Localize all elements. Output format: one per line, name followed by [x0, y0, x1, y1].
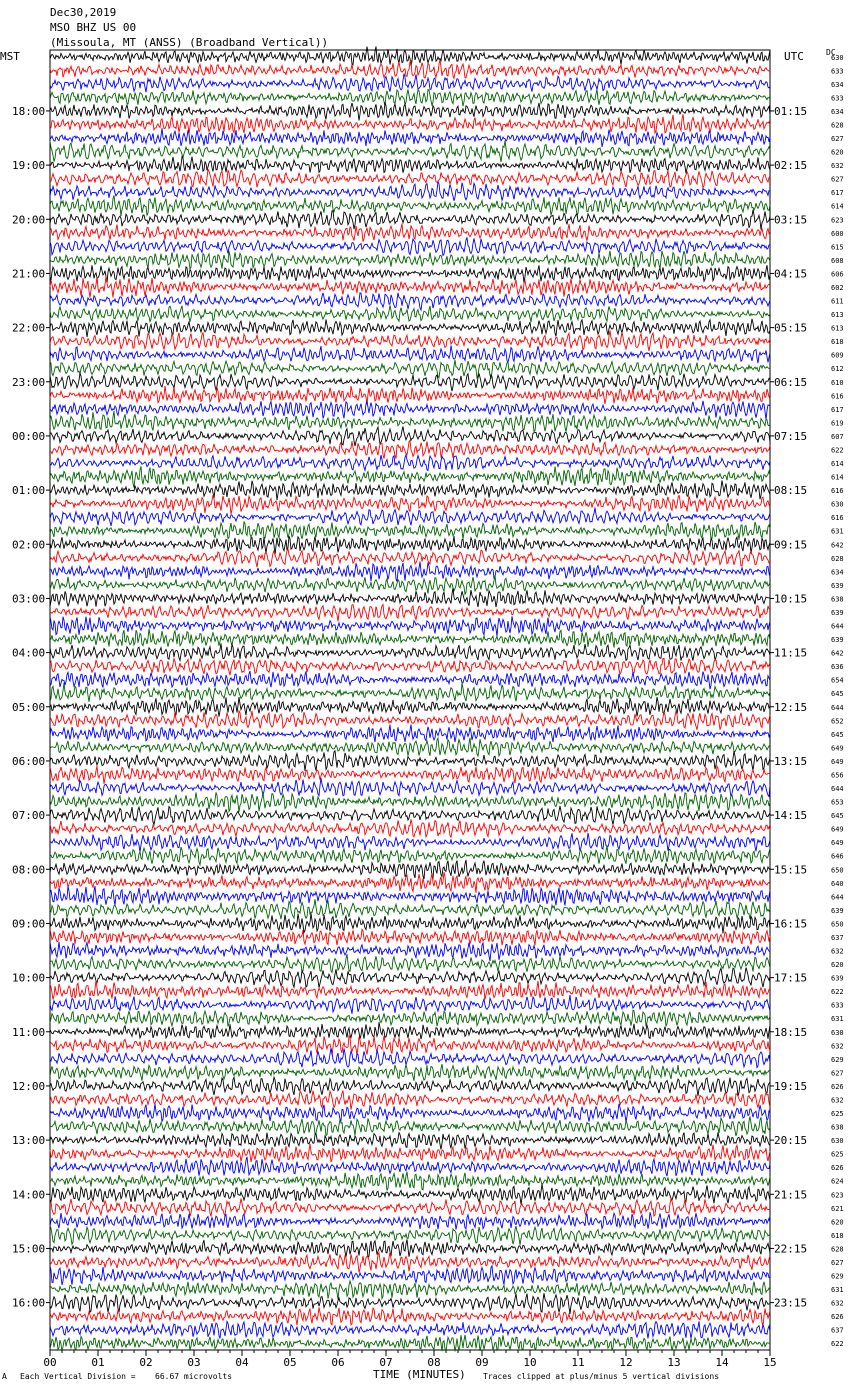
- trace-value-label: 634: [831, 80, 844, 89]
- trace-value-label: 626: [831, 1164, 844, 1173]
- trace-value-label: 639: [831, 609, 844, 617]
- trace-line: [50, 1212, 770, 1229]
- left-hour-label: 04:00: [12, 646, 46, 660]
- trace-value-label: 642: [831, 541, 844, 550]
- trace-value-label: 624: [831, 1177, 844, 1186]
- trace-value-label: 627: [831, 1069, 844, 1078]
- trace-value-label: 637: [831, 1326, 844, 1335]
- trace-value-label: 633: [831, 67, 844, 76]
- trace-line: [50, 886, 770, 905]
- x-tick-label: 09: [475, 1356, 489, 1369]
- trace-line: [50, 114, 770, 134]
- left-hour-label: 06:00: [12, 754, 46, 768]
- footer-corner-glyph: A: [2, 1372, 7, 1381]
- right-hour-label: 22:15: [774, 1242, 808, 1256]
- trace-line: [50, 738, 770, 757]
- trace-value-label: 620: [831, 1218, 844, 1227]
- left-hour-label: 15:00: [12, 1242, 46, 1256]
- trace-line: [50, 1104, 770, 1123]
- left-hour-label: 11:00: [12, 1025, 46, 1039]
- left-hour-label: 12:00: [12, 1079, 46, 1093]
- trace-value-label: 628: [831, 121, 844, 130]
- trace-value-label: 614: [831, 460, 844, 468]
- trace-line: [50, 182, 770, 201]
- right-hour-label: 09:15: [774, 538, 808, 552]
- trace-value-label: 627: [831, 1259, 844, 1267]
- trace-value-label: 646: [831, 852, 844, 861]
- trace-line: [50, 1144, 770, 1162]
- x-tick-label: 08: [427, 1356, 441, 1369]
- trace-line: [50, 319, 770, 337]
- x-tick-label: 06: [331, 1356, 345, 1369]
- trace-value-label: 622: [831, 1340, 844, 1349]
- trace-value-label: 650: [831, 866, 844, 875]
- left-hour-label: 10:00: [12, 971, 46, 985]
- right-hour-label: 04:15: [774, 267, 808, 281]
- trace-line: [50, 980, 770, 999]
- left-hour-label: 03:00: [12, 592, 46, 606]
- left-hour-label: 14:00: [12, 1188, 46, 1202]
- left-hour-label: 20:00: [12, 213, 46, 227]
- right-hour-label: 08:15: [774, 484, 808, 498]
- trace-value-label: 600: [831, 229, 844, 238]
- trace-line: [50, 195, 770, 216]
- trace-line: [50, 1335, 770, 1352]
- trace-value-label: 633: [831, 94, 844, 103]
- trace-line: [50, 522, 770, 540]
- trace-value-label: 649: [831, 839, 844, 848]
- footer-scale-value: 66.67 microvolts: [155, 1372, 233, 1381]
- trace-line: [50, 562, 770, 582]
- trace-value-label: 616: [831, 514, 844, 523]
- trace-line: [50, 697, 770, 717]
- left-hour-label: 02:00: [12, 538, 46, 552]
- trace-line: [50, 872, 770, 893]
- trace-value-label: 636: [831, 663, 844, 672]
- trace-line: [50, 833, 770, 852]
- left-hour-label: 08:00: [12, 863, 46, 877]
- trace-line: [50, 658, 770, 675]
- trace-value-label: 615: [831, 243, 844, 252]
- trace-line: [50, 1172, 770, 1191]
- trace-value-label: 627: [831, 175, 844, 184]
- trace-value-label: 649: [831, 757, 844, 766]
- trace-value-label: 612: [831, 365, 844, 374]
- trace-value-label: 645: [831, 730, 844, 739]
- x-tick-label: 14: [715, 1356, 729, 1369]
- trace-value-label: 630: [831, 500, 844, 509]
- right-hour-label: 19:15: [774, 1079, 808, 1093]
- trace-value-label: 653: [831, 798, 844, 807]
- trace-value-label: 614: [831, 202, 844, 211]
- left-hour-label: 18:00: [12, 104, 46, 118]
- left-hour-label: 23:00: [12, 375, 46, 389]
- right-hour-label: 12:15: [774, 700, 808, 714]
- trace-line: [50, 899, 770, 919]
- trace-line: [50, 1157, 770, 1176]
- trace-value-label: 623: [831, 216, 844, 225]
- right-hour-label: 18:15: [774, 1025, 808, 1039]
- trace-value-label: 627: [831, 135, 844, 143]
- trace-value-label: 623: [831, 1191, 844, 1200]
- trace-line: [50, 224, 770, 242]
- header-date: Dec30,2019: [50, 6, 117, 19]
- trace-value-label: 621: [831, 1204, 844, 1213]
- trace-line: [50, 954, 770, 972]
- footer-scale-label: Each Vertical Division =: [20, 1372, 136, 1381]
- trace-line: [50, 683, 770, 702]
- trace-line: [50, 128, 770, 147]
- corner-mark: DC: [826, 48, 836, 57]
- right-hour-label: 15:15: [774, 863, 808, 877]
- trace-value-label: 639: [831, 581, 844, 590]
- trace-value-label: 626: [831, 1082, 844, 1091]
- trace-value-label: 622: [831, 988, 844, 997]
- right-hour-label: 06:15: [774, 375, 808, 389]
- trace-value-label: 618: [831, 338, 844, 347]
- trace-line: [50, 913, 770, 933]
- x-tick-label: 10: [523, 1356, 537, 1369]
- trace-line: [50, 360, 770, 378]
- trace-value-label: 608: [831, 256, 844, 265]
- left-hour-label: 22:00: [12, 321, 46, 335]
- trace-value-label: 654: [831, 676, 844, 685]
- right-hour-label: 17:15: [774, 971, 808, 985]
- left-hour-label: 13:00: [12, 1134, 46, 1148]
- trace-line: [50, 331, 770, 351]
- trace-line: [50, 455, 770, 471]
- right-hour-label: 21:15: [774, 1188, 808, 1202]
- trace-value-label: 626: [831, 1313, 844, 1322]
- left-timezone-label: MST: [0, 50, 20, 63]
- trace-value-label: 616: [831, 392, 844, 401]
- trace-value-label: 632: [831, 947, 844, 956]
- trace-line: [50, 1252, 770, 1272]
- trace-value-label: 620: [831, 148, 844, 157]
- trace-value-label: 638: [831, 1123, 844, 1132]
- trace-value-label: 652: [831, 717, 844, 726]
- trace-line: [50, 536, 770, 555]
- trace-value-label: 613: [831, 324, 844, 333]
- trace-line: [50, 89, 770, 106]
- trace-line: [50, 629, 770, 648]
- left-hour-label: 00:00: [12, 429, 46, 443]
- trace-line: [50, 169, 770, 187]
- trace-value-label: 644: [831, 703, 844, 712]
- x-tick-label: 04: [235, 1356, 249, 1369]
- trace-line: [50, 157, 770, 174]
- trace-line: [50, 60, 770, 79]
- trace-value-label: 632: [831, 1042, 844, 1051]
- trace-line: [50, 495, 770, 514]
- trace-line: [50, 386, 770, 404]
- trace-line: [50, 293, 770, 310]
- trace-value-label: 638: [831, 595, 844, 604]
- footer-clip-note: Traces clipped at plus/minus 5 vertical divisions: [483, 1372, 720, 1381]
- trace-value-label: 637: [831, 934, 844, 942]
- trace-value-label: 619: [831, 419, 844, 428]
- x-tick-label: 02: [139, 1356, 153, 1369]
- trace-value-label: 631: [831, 1015, 844, 1024]
- header-location: (Missoula, MT (ANSS) (Broadband Vertical)): [50, 36, 329, 49]
- trace-value-label: 606: [831, 270, 844, 279]
- right-hour-label: 23:15: [774, 1296, 808, 1310]
- right-hour-label: 05:15: [774, 321, 808, 335]
- trace-value-label: 629: [831, 1055, 844, 1064]
- x-tick-label: 12: [619, 1356, 633, 1369]
- x-tick-label: 11: [571, 1356, 585, 1369]
- trace-value-label: 625: [831, 1110, 844, 1118]
- trace-value-label: 617: [831, 189, 844, 198]
- right-hour-label: 01:15: [774, 104, 808, 118]
- trace-value-label: 610: [831, 378, 844, 387]
- trace-line: [50, 102, 770, 120]
- x-tick-label: 03: [187, 1356, 201, 1369]
- trace-value-label: 645: [831, 812, 844, 821]
- right-hour-label: 02:15: [774, 159, 808, 173]
- trace-value-label: 649: [831, 744, 844, 753]
- right-hour-label: 20:15: [774, 1134, 808, 1148]
- trace-value-label: 649: [831, 825, 844, 834]
- right-timezone-label: UTC: [784, 50, 804, 63]
- trace-value-label: 629: [831, 1272, 844, 1281]
- trace-line: [50, 1132, 770, 1149]
- trace-line: [50, 1321, 770, 1338]
- trace-value-label: 618: [831, 1231, 844, 1240]
- trace-line: [50, 74, 770, 93]
- x-tick-label: 05: [283, 1356, 297, 1369]
- trace-value-label: 644: [831, 785, 844, 793]
- trace-line: [50, 1077, 770, 1096]
- right-hour-label: 10:15: [774, 592, 808, 606]
- trace-value-label: 630: [831, 53, 844, 62]
- left-hour-label: 16:00: [12, 1296, 46, 1310]
- x-tick-label: 15: [763, 1356, 777, 1369]
- trace-value-label: 645: [831, 690, 844, 699]
- trace-value-label: 632: [831, 1299, 844, 1308]
- trace-value-label: 644: [831, 622, 844, 631]
- trace-value-label: 656: [831, 771, 844, 780]
- right-hour-label: 14:15: [774, 809, 808, 823]
- x-axis-title: TIME (MINUTES): [373, 1368, 466, 1381]
- trace-line: [50, 604, 770, 621]
- trace-line: [50, 1281, 770, 1300]
- trace-value-label: 614: [831, 473, 844, 482]
- trace-value-label: 632: [831, 1096, 844, 1105]
- trace-line: [50, 1091, 770, 1110]
- trace-line: [50, 671, 770, 689]
- right-hour-label: 16:15: [774, 917, 808, 931]
- trace-value-label: 639: [831, 974, 844, 983]
- trace-value-label: 620: [831, 961, 844, 970]
- trace-value-label: 634: [831, 107, 844, 116]
- trace-line: [50, 766, 770, 784]
- trace-line: [50, 643, 770, 660]
- trace-value-label: 631: [831, 527, 844, 536]
- trace-line: [50, 1010, 770, 1026]
- trace-value-label: 642: [831, 649, 844, 658]
- trace-value-label: 639: [831, 636, 844, 645]
- trace-line: [50, 481, 770, 501]
- left-hour-label: 09:00: [12, 917, 46, 931]
- trace-line: [50, 711, 770, 730]
- left-hour-label: 07:00: [12, 809, 46, 823]
- trace-value-label: 631: [831, 1286, 844, 1295]
- right-hour-label: 13:15: [774, 754, 808, 768]
- left-hour-label: 05:00: [12, 700, 46, 714]
- trace-line: [50, 1199, 770, 1217]
- trace-value-label: 616: [831, 487, 844, 496]
- trace-line: [50, 346, 770, 364]
- trace-value-label: 640: [831, 879, 844, 888]
- trace-line: [50, 995, 770, 1014]
- trace-value-label: 628: [831, 1245, 844, 1254]
- trace-value-label: 609: [831, 351, 844, 360]
- trace-line: [50, 575, 770, 594]
- right-hour-label: 03:15: [774, 213, 808, 227]
- trace-value-label: 650: [831, 920, 844, 929]
- trace-line: [50, 1239, 770, 1257]
- right-hour-label: 11:15: [774, 646, 808, 660]
- trace-line: [50, 401, 770, 420]
- trace-line: [50, 942, 770, 961]
- trace-line: [50, 1293, 770, 1314]
- trace-value-label: 634: [831, 568, 844, 577]
- trace-line: [50, 265, 770, 283]
- trace-value-label: 632: [831, 162, 844, 171]
- trace-value-label: 602: [831, 284, 844, 292]
- x-tick-label: 13: [667, 1356, 681, 1369]
- trace-value-label: 630: [831, 1137, 844, 1146]
- trace-value-label: 622: [831, 446, 844, 455]
- trace-value-label: 630: [831, 1028, 844, 1037]
- trace-line: [50, 616, 770, 636]
- x-tick-label: 00: [43, 1356, 57, 1369]
- trace-value-label: 607: [831, 432, 844, 441]
- right-hour-label: 07:15: [774, 429, 808, 443]
- trace-value-label: 617: [831, 405, 844, 414]
- trace-line: [50, 806, 770, 825]
- trace-line: [50, 846, 770, 865]
- x-tick-label: 01: [91, 1356, 105, 1369]
- trace-line: [50, 1048, 770, 1068]
- trace-line: [50, 725, 770, 743]
- trace-line: [50, 1266, 770, 1285]
- trace-value-label: 639: [831, 906, 844, 915]
- trace-value-label: 625: [831, 1150, 844, 1159]
- trace-line: [50, 778, 770, 797]
- left-hour-label: 01:00: [12, 484, 46, 498]
- trace-value-label: 613: [831, 311, 844, 320]
- left-hour-label: 21:00: [12, 267, 46, 281]
- trace-value-label: 628: [831, 554, 844, 563]
- trace-line: [50, 411, 770, 432]
- trace-line: [50, 305, 770, 322]
- trace-line: [50, 968, 770, 988]
- trace-value-label: 611: [831, 297, 844, 306]
- trace-value-label: 633: [831, 1001, 844, 1010]
- trace-line: [50, 1117, 770, 1136]
- header-station: MSO BHZ US 00: [50, 21, 137, 34]
- left-hour-label: 19:00: [12, 159, 46, 173]
- trace-line: [50, 440, 770, 458]
- x-tick-label: 07: [379, 1356, 393, 1369]
- trace-line: [50, 141, 770, 162]
- trace-line: [50, 1064, 770, 1081]
- trace-line: [50, 276, 770, 297]
- trace-line: [50, 588, 770, 607]
- trace-line: [50, 1307, 770, 1326]
- trace-line: [50, 549, 770, 567]
- trace-value-label: 644: [831, 893, 844, 902]
- trace-line: [50, 929, 770, 945]
- trace-line: [50, 1022, 770, 1039]
